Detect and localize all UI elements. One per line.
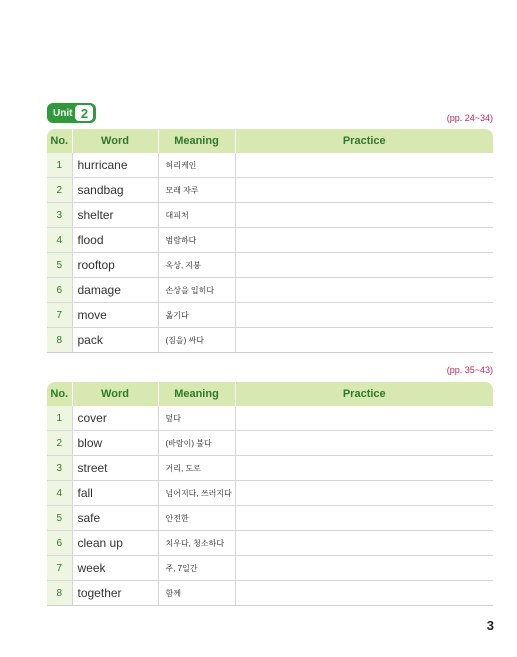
row-meaning: 대피처	[158, 203, 235, 228]
row-word: clean up	[72, 531, 158, 556]
table-row	[47, 178, 493, 203]
row-number: 7	[47, 303, 72, 328]
header-no: No.	[47, 382, 72, 406]
vocab-table-2	[47, 382, 493, 606]
row-word: damage	[72, 278, 158, 303]
row-word: sandbag	[72, 178, 158, 203]
table-row	[47, 531, 493, 556]
practice-cell[interactable]	[235, 581, 493, 606]
row-number: 7	[47, 556, 72, 581]
row-number: 8	[47, 328, 72, 353]
table-row	[47, 581, 493, 606]
table-row	[47, 328, 493, 353]
header-meaning: Meaning	[158, 382, 235, 406]
row-number: 1	[47, 406, 72, 431]
row-meaning: 거리, 도로	[158, 456, 235, 481]
practice-cell[interactable]	[235, 278, 493, 303]
table-header-row	[47, 382, 493, 406]
row-number: 4	[47, 228, 72, 253]
row-word: street	[72, 456, 158, 481]
practice-cell[interactable]	[235, 431, 493, 456]
row-word: shelter	[72, 203, 158, 228]
row-meaning: 넘어지다, 쓰러지다	[158, 481, 235, 506]
row-word: flood	[72, 228, 158, 253]
row-word: week	[72, 556, 158, 581]
row-meaning: 손상을 입히다	[158, 278, 235, 303]
row-word: cover	[72, 406, 158, 431]
table-header-row	[47, 129, 493, 153]
page-number: 3	[486, 618, 494, 633]
table-row	[47, 456, 493, 481]
table-row	[47, 278, 493, 303]
header-meaning: Meaning	[158, 129, 235, 153]
row-word: move	[72, 303, 158, 328]
table-row	[47, 481, 493, 506]
row-meaning: 옥상, 지붕	[158, 253, 235, 278]
table-row	[47, 253, 493, 278]
practice-cell[interactable]	[235, 203, 493, 228]
row-number: 6	[47, 531, 72, 556]
practice-cell[interactable]	[235, 153, 493, 178]
practice-cell[interactable]	[235, 178, 493, 203]
row-number: 8	[47, 581, 72, 606]
row-meaning: 범람하다	[158, 228, 235, 253]
practice-cell[interactable]	[235, 406, 493, 431]
row-word: hurricane	[72, 153, 158, 178]
unit-badge	[47, 103, 96, 123]
row-meaning: 안전한	[158, 506, 235, 531]
unit-label: Unit	[53, 107, 73, 119]
header-word: Word	[72, 129, 158, 153]
table-row	[47, 556, 493, 581]
row-meaning: 옮기다	[158, 303, 235, 328]
row-number: 4	[47, 481, 72, 506]
header-practice: Practice	[235, 382, 493, 406]
row-meaning: 주, 7일간	[158, 556, 235, 581]
table-row	[47, 406, 493, 431]
row-meaning: 모래 자루	[158, 178, 235, 203]
row-number: 3	[47, 203, 72, 228]
practice-cell[interactable]	[235, 303, 493, 328]
header-word: Word	[72, 382, 158, 406]
row-meaning: 치우다, 청소하다	[158, 531, 235, 556]
row-word: together	[72, 581, 158, 606]
row-word: fall	[72, 481, 158, 506]
practice-cell[interactable]	[235, 253, 493, 278]
row-meaning: 허리케인	[158, 153, 235, 178]
practice-cell[interactable]	[235, 556, 493, 581]
header-no: No.	[47, 129, 72, 153]
row-meaning: (바람이) 불다	[158, 431, 235, 456]
page-range-1: (pp. 24~34)	[446, 113, 493, 123]
table-row	[47, 228, 493, 253]
row-word: blow	[72, 431, 158, 456]
table-row	[47, 303, 493, 328]
header-practice: Practice	[235, 129, 493, 153]
practice-cell[interactable]	[235, 228, 493, 253]
practice-cell[interactable]	[235, 481, 493, 506]
practice-cell[interactable]	[235, 328, 493, 353]
practice-cell[interactable]	[235, 531, 493, 556]
row-number: 3	[47, 456, 72, 481]
row-number: 5	[47, 253, 72, 278]
vocab-table-1	[47, 129, 493, 353]
table-row	[47, 506, 493, 531]
table-row	[47, 153, 493, 178]
table-row	[47, 203, 493, 228]
row-meaning: 함께	[158, 581, 235, 606]
row-meaning: 덮다	[158, 406, 235, 431]
row-number: 1	[47, 153, 72, 178]
practice-cell[interactable]	[235, 506, 493, 531]
unit-number: 2	[75, 105, 93, 121]
row-word: safe	[72, 506, 158, 531]
row-word: pack	[72, 328, 158, 353]
row-word: rooftop	[72, 253, 158, 278]
row-number: 6	[47, 278, 72, 303]
row-number: 2	[47, 431, 72, 456]
row-meaning: (짐을) 싸다	[158, 328, 235, 353]
page-range-2: (pp. 35~43)	[446, 365, 493, 375]
table-row	[47, 431, 493, 456]
row-number: 2	[47, 178, 72, 203]
row-number: 5	[47, 506, 72, 531]
practice-cell[interactable]	[235, 456, 493, 481]
